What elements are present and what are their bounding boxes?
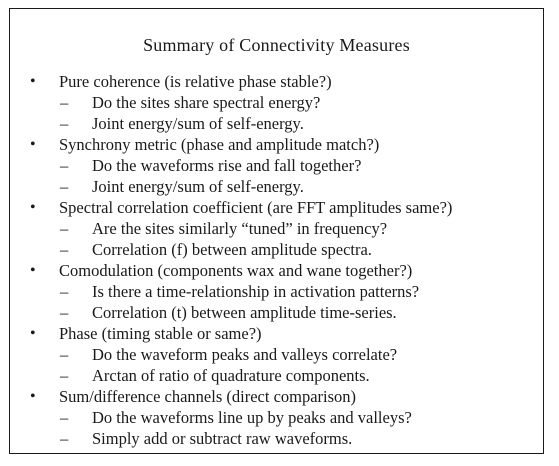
measure-subitem (10, 428, 543, 449)
bullet-icon: • (30, 262, 36, 279)
measure-subitem (10, 176, 543, 197)
subitem-text: Correlation (f) between amplitude spectra. (92, 240, 372, 259)
measure-subitem (10, 365, 543, 386)
dash-icon: – (60, 156, 69, 175)
subitem-text: Do the waveforms line up by peaks and valleys? (92, 408, 412, 427)
measure-subitem (10, 113, 543, 134)
measure-label: Sum/difference channels (direct comparison) (59, 387, 357, 406)
measure-subitem (10, 344, 543, 365)
dash-icon: – (60, 114, 69, 133)
dash-icon: – (60, 366, 69, 385)
subitem-text: Do the waveform peaks and valleys correlate? (92, 345, 398, 364)
dash-icon: – (60, 345, 69, 364)
subitem-text: Do the waveforms rise and fall together? (92, 156, 362, 175)
dash-icon: – (60, 408, 69, 427)
subitem-text: Correlation (t) between amplitude time-series. (92, 303, 397, 322)
measure-subitem (10, 218, 543, 239)
measure-subitem (10, 155, 543, 176)
bullet-icon: • (30, 325, 36, 342)
subitem-text: Arctan of ratio of quadrature components. (92, 366, 370, 385)
measure-label: Pure coherence (is relative phase stable?) (59, 72, 332, 91)
measure-label: Comodulation (components wax and wane together?) (59, 261, 413, 280)
measure-subitem (10, 302, 543, 323)
measure-item (10, 260, 543, 281)
measure-item (10, 323, 543, 344)
measure-item (10, 197, 543, 218)
subitem-text: Is there a time-relationship in activation patterns? (92, 282, 420, 301)
summary-title: Summary of Connectivity Measures (143, 35, 410, 55)
dash-icon: – (60, 93, 69, 112)
subitem-text: Are the sites similarly “tuned” in frequency? (92, 219, 388, 238)
dash-icon: – (60, 219, 69, 238)
measure-label: Phase (timing stable or same?) (59, 324, 262, 343)
dash-icon: – (60, 429, 69, 448)
measure-item (10, 386, 543, 407)
measure-list (10, 71, 543, 449)
measure-item (10, 134, 543, 155)
dash-icon: – (60, 282, 69, 301)
summary-box (9, 8, 544, 454)
subitem-text: Joint energy/sum of self-energy. (92, 114, 304, 133)
measure-item (10, 71, 543, 92)
dash-icon: – (60, 177, 69, 196)
bullet-icon: • (30, 136, 36, 153)
measure-label: Spectral correlation coefficient (are FFT amplitudes same?) (59, 198, 453, 217)
measure-subitem (10, 239, 543, 260)
measure-subitem (10, 92, 543, 113)
subitem-text: Joint energy/sum of self-energy. (92, 177, 304, 196)
bullet-icon: • (30, 73, 36, 90)
dash-icon: – (60, 240, 69, 259)
subitem-text: Simply add or subtract raw waveforms. (92, 429, 353, 448)
bullet-icon: • (30, 388, 36, 405)
dash-icon: – (60, 303, 69, 322)
measure-subitem (10, 407, 543, 428)
subitem-text: Do the sites share spectral energy? (92, 93, 321, 112)
measure-label: Synchrony metric (phase and amplitude match?) (59, 135, 380, 154)
measure-subitem (10, 281, 543, 302)
bullet-icon: • (30, 199, 36, 216)
